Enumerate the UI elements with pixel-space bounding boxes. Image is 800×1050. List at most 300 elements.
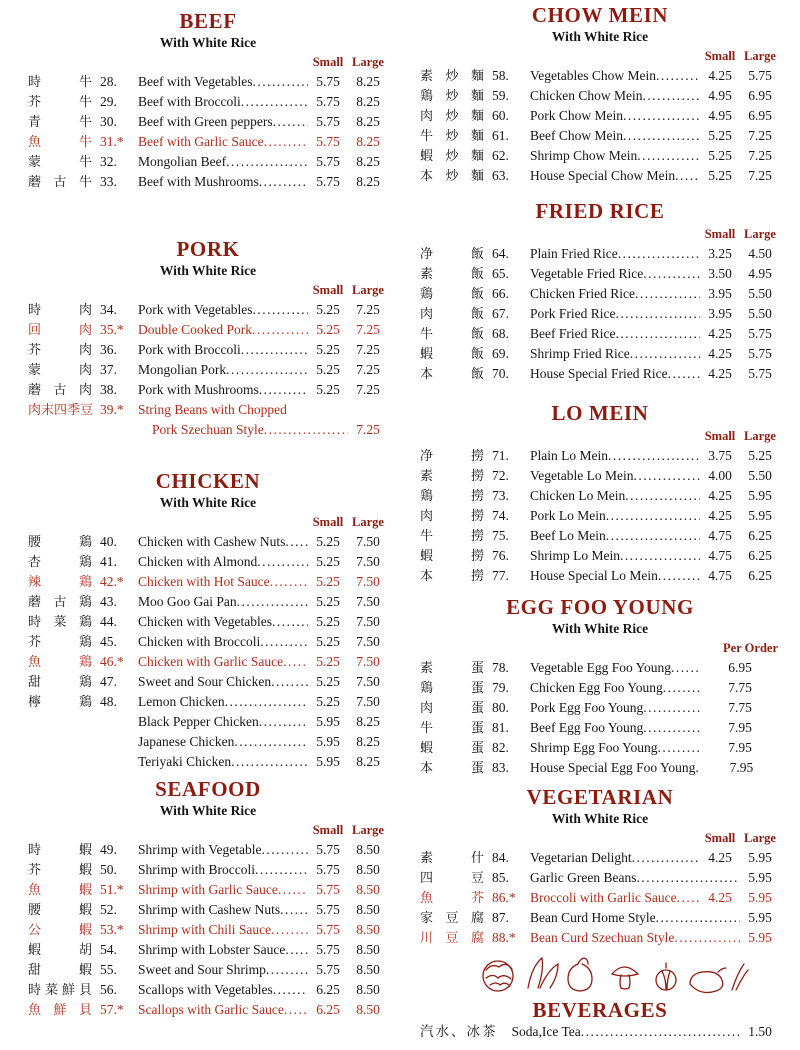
menu-item	[28, 572, 388, 592]
item-name: Sweet and Sour Chicken	[138, 674, 272, 689]
price-small: 5.25	[316, 554, 340, 569]
price-large: 8.25	[356, 134, 380, 149]
price-small: 5.95	[316, 754, 340, 769]
price-large: 7.50	[356, 654, 380, 669]
price-small: 5.25	[316, 674, 340, 689]
section-title: FRIED RICE	[535, 199, 665, 223]
item-name: Scallops with Vegetables	[138, 982, 273, 997]
price-small: 6.25	[316, 1002, 340, 1017]
menu-item	[28, 712, 388, 732]
menu-item	[28, 172, 388, 192]
price-small: 3.95	[708, 306, 732, 321]
price-large: 7.25	[748, 128, 772, 143]
item-number: 29.	[100, 94, 117, 109]
item-chinese: 净 飯	[420, 246, 484, 261]
price-small: 5.75	[316, 134, 340, 149]
price-large: 7.25	[748, 148, 772, 163]
item-name: Black Pepper Chicken	[138, 714, 259, 729]
price-large: 6.25	[748, 548, 772, 563]
price-large: 7.95	[728, 740, 752, 755]
price-large: 8.50	[356, 982, 380, 997]
item-chinese: 蝦 飯	[420, 346, 484, 361]
price-small: 3.50	[708, 266, 732, 281]
price-header-row	[28, 514, 388, 530]
item-chinese	[28, 420, 92, 440]
menu-item	[28, 900, 388, 920]
item-chinese: 魚 鮮 貝	[28, 1002, 92, 1017]
item-chinese: 回 肉	[28, 322, 92, 337]
section-subtitle: With White Rice	[159, 495, 257, 510]
item-name: Chicken with Broccoli	[138, 634, 261, 649]
item-number: 32.	[100, 154, 117, 169]
price-large: 5.95	[748, 850, 772, 865]
item-number: 44.	[100, 614, 117, 629]
item-chinese: 川 豆 腐	[420, 930, 484, 945]
item-name: Broccoli with Garlic Sauce	[530, 890, 677, 905]
menu-section	[420, 784, 780, 948]
price-large: 5.95	[748, 870, 772, 885]
item-chinese	[28, 752, 92, 772]
price-small: 5.95	[316, 714, 340, 729]
menu-item	[28, 400, 388, 420]
price-small: 5.25	[316, 382, 340, 397]
menu-item	[420, 888, 780, 908]
item-name: Chicken Fried Rice	[530, 286, 635, 301]
item-name: Shrimp Lo Mein	[530, 548, 620, 563]
price-header-row	[420, 830, 780, 846]
item-chinese: 肉 炒 麵	[420, 108, 484, 123]
item-number: 62.	[492, 148, 509, 163]
item-chinese: 檸 鶏	[28, 694, 92, 709]
price-large: 8.25	[356, 154, 380, 169]
price-large: 6.95	[748, 108, 772, 123]
price-header-label: Small	[312, 283, 344, 297]
price-header-label: Large	[744, 49, 776, 63]
price-large: 6.25	[748, 528, 772, 543]
menu-item	[420, 486, 780, 506]
item-name: Vegetable Fried Rice	[530, 266, 644, 281]
item-list	[28, 532, 388, 772]
item-name: Pork Chow Mein	[530, 108, 624, 123]
dotted-leader	[253, 300, 309, 320]
item-name: Shrimp Egg Foo Young	[530, 740, 658, 755]
item-name: Beef with Vegetables	[138, 74, 253, 89]
item-number: 37.	[100, 362, 117, 377]
price-header-row	[420, 48, 780, 64]
menu-item	[28, 552, 388, 572]
menu-item	[420, 908, 780, 928]
item-name: Beef with Broccoli	[138, 94, 241, 109]
item-name: Chicken with Vegetables	[138, 614, 272, 629]
item-number: 40.	[100, 534, 117, 549]
dotted-leader	[257, 552, 308, 572]
price-small: 5.75	[316, 114, 340, 129]
item-name: Bean Curd Szechuan Style	[530, 930, 675, 945]
dotted-leader	[271, 920, 308, 940]
menu-section	[28, 8, 388, 192]
price-large: 4.95	[748, 266, 772, 281]
menu-item	[420, 466, 780, 486]
dotted-leader	[606, 526, 700, 546]
dotted-leader	[266, 960, 308, 980]
price-large: 8.25	[356, 74, 380, 89]
price-header-label: Large	[352, 823, 384, 837]
price-large: 8.50	[356, 862, 380, 877]
price-large: 5.50	[748, 286, 772, 301]
item-number: 56.	[100, 982, 117, 997]
dotted-leader	[668, 364, 700, 384]
item-number: 68.	[492, 326, 509, 341]
price-small: 4.75	[708, 528, 732, 543]
price-small: 5.75	[316, 902, 340, 917]
menu-item	[28, 340, 388, 360]
menu-item	[420, 546, 780, 566]
item-number: 38.	[100, 382, 117, 397]
dotted-leader	[643, 698, 700, 718]
item-name: Pork Lo Mein	[530, 508, 606, 523]
item-list	[420, 66, 780, 186]
item-chinese: 蒙 肉	[28, 362, 92, 377]
menu-item	[420, 758, 780, 778]
item-chinese: 芥 肉	[28, 342, 92, 357]
item-number: 83.	[492, 760, 509, 775]
price-small: 5.25	[708, 128, 732, 143]
price-large: 5.50	[748, 468, 772, 483]
dotted-leader	[283, 652, 308, 672]
item-chinese: 芥 蝦	[28, 862, 92, 877]
dotted-leader	[285, 532, 308, 552]
menu-section	[28, 236, 388, 440]
item-chinese: 魚 牛	[28, 134, 92, 149]
dotted-leader	[643, 718, 700, 738]
item-number: 66.	[492, 286, 509, 301]
item-name: Lemon Chicken	[138, 694, 225, 709]
price-small: 4.25	[708, 488, 732, 503]
price-large: 8.50	[356, 942, 380, 957]
section-subtitle: With White Rice	[551, 29, 649, 44]
dotted-leader	[623, 106, 700, 126]
item-number: 71.	[492, 448, 509, 463]
menu-item	[420, 738, 780, 758]
price-large: 7.50	[356, 554, 380, 569]
item-chinese: 汽水、冰茶	[420, 1024, 498, 1039]
dotted-leader	[643, 86, 701, 106]
item-chinese: 家 豆 腐	[420, 910, 484, 925]
item-chinese: 鶏 炒 麵	[420, 88, 484, 103]
price-small: 3.75	[708, 448, 732, 463]
item-chinese: 蘑 古 牛	[28, 174, 92, 189]
dotted-leader	[658, 738, 700, 758]
price-large: 7.95	[729, 760, 754, 775]
dotted-leader	[615, 324, 700, 344]
price-small: 5.75	[316, 922, 340, 937]
price-large: 7.25	[356, 362, 380, 377]
price-small: 4.25	[708, 366, 732, 381]
dotted-leader	[241, 340, 308, 360]
item-list	[420, 446, 780, 586]
menu-item	[420, 1022, 780, 1042]
item-chinese: 時 菜 鮮 貝	[28, 982, 92, 997]
price-header-label: Large	[744, 227, 776, 241]
item-list	[420, 244, 780, 384]
item-chinese: 芥 鶏	[28, 634, 92, 649]
item-name: Shrimp with Chili Sauce	[138, 922, 272, 937]
item-chinese: 公 蝦	[28, 922, 92, 937]
price-large: 8.50	[356, 1002, 380, 1017]
dotted-leader	[264, 132, 308, 152]
item-number: 63.	[492, 168, 509, 183]
price-small: 4.25	[708, 326, 732, 341]
item-number: 49.	[100, 842, 117, 857]
price-small: 5.75	[316, 862, 340, 877]
price-small: 5.25	[708, 148, 732, 163]
price-small: 5.25	[316, 594, 340, 609]
price-large: 7.25	[356, 302, 380, 317]
dotted-leader	[671, 658, 700, 678]
price-header-row	[28, 54, 388, 70]
item-number	[100, 420, 138, 440]
item-number: 42.*	[100, 574, 124, 589]
item-name: Beef Chow Mein	[530, 128, 623, 143]
dotted-leader	[237, 592, 308, 612]
item-name: Shrimp with Vegetable	[138, 842, 262, 857]
menu-item	[28, 920, 388, 940]
menu-item	[28, 652, 388, 672]
price-small: 5.75	[316, 882, 340, 897]
item-name: Vegetables Chow Mein	[530, 68, 656, 83]
item-name: Beef Lo Mein	[530, 528, 606, 543]
item-name: Pork with Mushrooms	[138, 382, 259, 397]
item-number: 55.	[100, 962, 117, 977]
section-title: BEEF	[179, 9, 237, 33]
item-chinese: 蝦 炒 麵	[420, 148, 484, 163]
dotted-leader	[656, 908, 740, 928]
menu-item	[420, 928, 780, 948]
menu-section	[28, 776, 388, 1020]
item-chinese: 素 飯	[420, 266, 484, 281]
item-number: 87.	[492, 910, 509, 925]
section-title: PORK	[176, 237, 240, 261]
price-large: 5.75	[748, 326, 772, 341]
menu-section	[420, 2, 780, 186]
dotted-leader	[633, 466, 700, 486]
menu-item	[420, 284, 780, 304]
menu-item	[420, 658, 780, 678]
menu-item	[28, 360, 388, 380]
item-name: Mongolian Pork	[138, 362, 227, 377]
menu-item	[420, 324, 780, 344]
price-large: 8.25	[356, 754, 380, 769]
item-chinese: 甜 鶏	[28, 674, 92, 689]
menu-item	[420, 166, 780, 186]
price-header-row	[420, 640, 780, 656]
dotted-leader	[630, 344, 700, 364]
item-name: Plain Fried Rice	[530, 246, 618, 261]
price-small: 5.75	[316, 942, 340, 957]
dotted-leader	[259, 380, 308, 400]
price-header-label: Large	[744, 831, 776, 845]
price-large: 7.50	[356, 634, 380, 649]
menu-item	[28, 612, 388, 632]
menu-item	[28, 112, 388, 132]
item-name: Chicken Lo Mein	[530, 488, 626, 503]
item-number: 60.	[492, 108, 509, 123]
dotted-leader	[632, 848, 700, 868]
item-chinese: 肉 飯	[420, 306, 484, 321]
menu-column-right	[420, 0, 780, 1042]
price-header-label: Large	[352, 283, 384, 297]
price-small: 3.95	[708, 286, 732, 301]
price-large: 5.95	[748, 508, 772, 523]
price-header-label: Per Order	[723, 641, 778, 655]
item-name: Shrimp Fried Rice	[530, 346, 630, 361]
menu-item	[420, 244, 780, 264]
section-subtitle: With White Rice	[159, 803, 257, 818]
item-name: Sweet and Sour Shrimp	[138, 962, 266, 977]
dotted-leader	[618, 244, 700, 264]
item-name: Beef with Garlic Sauce	[138, 134, 264, 149]
price-large: 7.25	[748, 168, 772, 183]
price-large: 8.50	[356, 842, 380, 857]
item-name: Pork Egg Foo Young	[530, 700, 644, 715]
dotted-leader	[674, 928, 740, 948]
dotted-leader	[234, 732, 308, 752]
item-name: Chicken with Almond	[138, 554, 258, 569]
item-name: Moo Goo Gai Pan	[138, 594, 237, 609]
item-name: Shrimp with Garlic Sauce	[138, 882, 278, 897]
dotted-leader	[271, 672, 308, 692]
item-number: 77.	[492, 568, 509, 583]
item-name: Mongolian Beef	[138, 154, 227, 169]
menu-item	[420, 126, 780, 146]
dotted-leader	[231, 752, 308, 772]
dotted-leader	[637, 146, 700, 166]
item-name: Soda,Ice Tea	[511, 1024, 581, 1039]
menu-section	[420, 400, 780, 586]
menu-item	[420, 506, 780, 526]
price-large: 7.25	[356, 422, 380, 437]
dotted-leader	[285, 940, 308, 960]
item-number: 47.	[100, 674, 117, 689]
item-chinese: 净 撈	[420, 448, 484, 463]
vegetables-illustration	[420, 950, 780, 998]
item-number: 39.*	[100, 402, 124, 417]
item-chinese	[28, 732, 92, 752]
section-title: VEGETARIAN	[526, 785, 674, 809]
item-chinese: 蝦 撈	[420, 548, 484, 563]
item-number: 82.	[492, 740, 509, 755]
price-small: 5.25	[316, 614, 340, 629]
price-large: 7.50	[356, 574, 380, 589]
item-name: Vegetable Lo Mein	[530, 468, 634, 483]
item-number: 59.	[492, 88, 509, 103]
section-subtitle: With White Rice	[159, 263, 257, 278]
item-number: 81.	[492, 720, 509, 735]
item-number: 36.	[100, 342, 117, 357]
item-chinese: 魚 芥	[420, 890, 484, 905]
menu-item	[28, 632, 388, 652]
item-name: Shrimp Chow Mein	[530, 148, 638, 163]
item-number: 33.	[100, 174, 117, 189]
item-number: 34.	[100, 302, 117, 317]
price-header-label: Small	[704, 227, 736, 241]
item-chinese: 素 什	[420, 850, 484, 865]
item-number: 78.	[492, 660, 509, 675]
price-small: 4.25	[708, 68, 732, 83]
item-name: Shrimp with Broccoli	[138, 862, 255, 877]
item-name: Shrimp with Cashew Nuts	[138, 902, 281, 917]
menu-item	[420, 86, 780, 106]
item-chinese: 時 牛	[28, 74, 92, 89]
menu-item	[420, 848, 780, 868]
menu-item	[420, 868, 780, 888]
price-large: 8.50	[356, 902, 380, 917]
item-name: Garlic Green Beans	[530, 870, 637, 885]
item-chinese: 牛 蛋	[420, 720, 484, 735]
dotted-leader	[643, 264, 700, 284]
price-header-label: Small	[312, 55, 344, 69]
item-number: 35.*	[100, 322, 124, 337]
price-small: 5.95	[316, 734, 340, 749]
price-large: 5.25	[748, 448, 772, 463]
dotted-leader	[225, 692, 308, 712]
dotted-leader	[280, 900, 308, 920]
item-chinese: 青 牛	[28, 114, 92, 129]
price-small: 3.25	[708, 246, 732, 261]
item-number: 51.*	[100, 882, 124, 897]
item-number: 57.*	[100, 1002, 124, 1017]
price-small: 5.25	[708, 168, 732, 183]
price-large: 5.75	[748, 68, 772, 83]
dotted-leader	[252, 72, 308, 92]
dotted-leader	[658, 566, 700, 586]
item-number: 80.	[492, 700, 509, 715]
item-name: Teriyaki Chicken	[138, 754, 232, 769]
item-list	[28, 300, 388, 440]
section-title: LO MEIN	[551, 401, 649, 425]
item-number: 61.	[492, 128, 509, 143]
item-name: Double Cooked Pork	[138, 322, 252, 337]
item-chinese: 肉 蛋	[420, 700, 484, 715]
item-name: Chicken Chow Mein	[530, 88, 643, 103]
item-list	[28, 840, 388, 1020]
dotted-leader	[623, 126, 700, 146]
price-header-row	[28, 822, 388, 838]
menu-item	[28, 692, 388, 712]
item-name: House Special Lo Mein	[530, 568, 658, 583]
price-large: 8.25	[356, 174, 380, 189]
item-chinese: 素 蛋	[420, 660, 484, 675]
price-large: 5.95	[748, 890, 772, 905]
item-number: 52.	[100, 902, 117, 917]
price-large: 5.95	[748, 910, 772, 925]
menu-item	[420, 264, 780, 284]
menu-item	[28, 300, 388, 320]
item-chinese: 腰 蝦	[28, 902, 92, 917]
price-small: 5.75	[316, 154, 340, 169]
dotted-leader	[260, 632, 308, 652]
price-header-row	[420, 428, 780, 444]
item-name: Chicken Egg Foo Young	[530, 680, 663, 695]
item-chinese: 蝦 蛋	[420, 740, 484, 755]
item-chinese: 牛 炒 麵	[420, 128, 484, 143]
menu-item	[28, 92, 388, 112]
item-chinese: 蘑 古 鶏	[28, 594, 92, 609]
price-large: 8.50	[356, 922, 380, 937]
item-number: 79.	[492, 680, 509, 695]
dotted-leader	[606, 506, 700, 526]
item-chinese: 本 撈	[420, 568, 484, 583]
